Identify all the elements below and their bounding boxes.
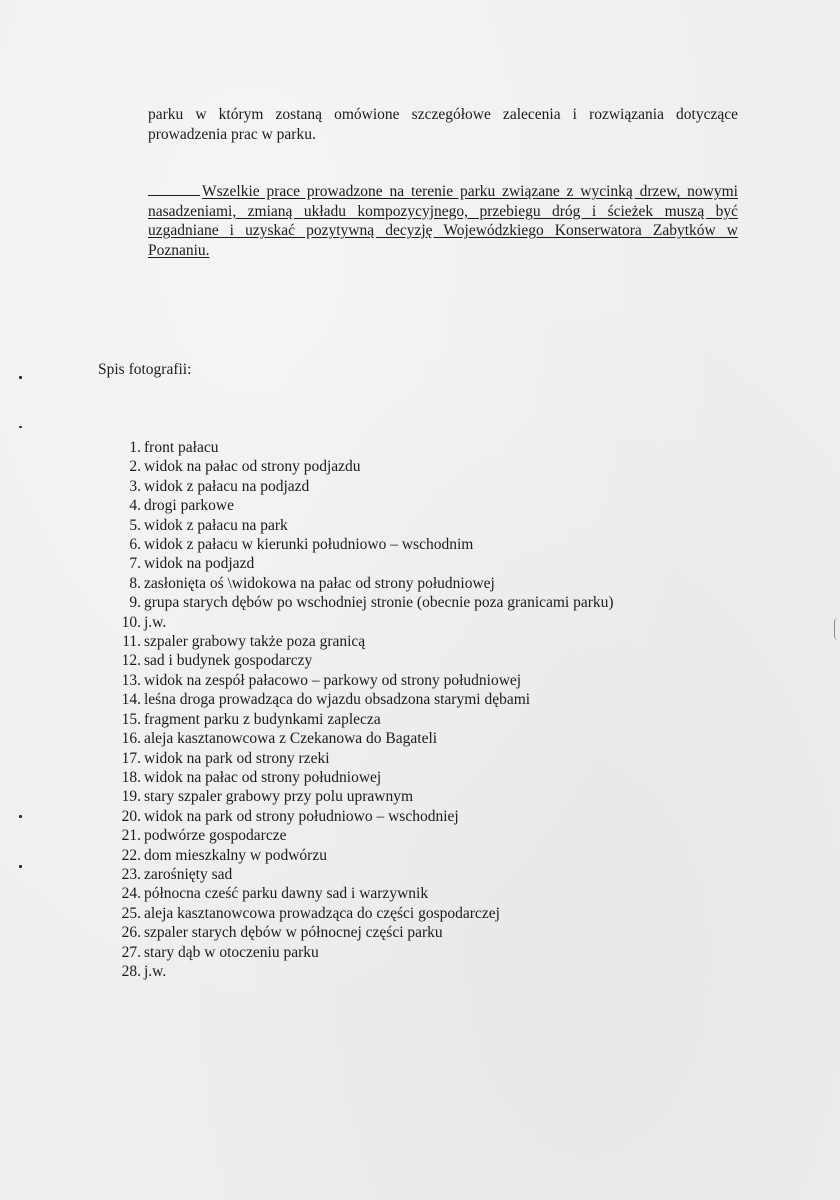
photo-list-item [104, 923, 614, 942]
photo-caption: grupa starych dębów po wschodniej stronie (obecnie poza granicami parku) [144, 594, 614, 612]
notice-paragraph [148, 182, 738, 260]
photo-list-item [104, 593, 614, 612]
photo-number: 3. [129, 477, 141, 495]
scan-dot [19, 815, 22, 818]
photo-list-item [104, 787, 614, 806]
photo-list-item [104, 846, 614, 865]
photo-number: 24. [121, 885, 141, 903]
photo-caption: drogi parkowe [144, 497, 234, 515]
photo-caption: podwórze gospodarcze [144, 827, 287, 845]
photo-number: 25. [121, 904, 141, 922]
photo-list-item [104, 826, 614, 845]
photo-caption: szpaler starych dębów w północnej części parku [144, 924, 443, 942]
photo-number: 9. [129, 594, 141, 612]
photo-list-item [104, 477, 614, 496]
photo-list-item [104, 768, 614, 787]
photo-number: 6. [129, 536, 141, 554]
photo-number: 8. [129, 574, 141, 592]
photo-list-item [104, 690, 614, 709]
photo-number: 4. [129, 497, 141, 515]
photo-list-item [104, 904, 614, 923]
photo-list-item [104, 865, 614, 884]
photo-caption: sad i budynek gospodarczy [144, 652, 313, 670]
photo-number: 14. [121, 691, 141, 709]
photo-number: 7. [129, 555, 141, 573]
photo-number: 5. [129, 516, 141, 534]
photo-list-item [104, 943, 614, 962]
photo-caption: widok z pałacu na park [144, 516, 288, 534]
photo-caption: fragment parku z budynkami zaplecza [144, 710, 381, 728]
photo-number: 22. [121, 846, 141, 864]
photo-caption: widok z pałacu na podjazd [144, 477, 310, 495]
photo-caption: j.w. [144, 962, 167, 980]
photo-list-item [104, 438, 614, 457]
photo-caption: aleja kasztanowcowa z Czekanowa do Bagateli [144, 730, 438, 748]
photo-number: 20. [121, 807, 141, 825]
photo-caption: północna cześć parku dawny sad i warzywnik [144, 885, 429, 903]
photo-list-item [104, 729, 614, 748]
photo-number: 18. [121, 768, 141, 786]
photo-list-item [104, 671, 614, 690]
photo-caption: widok na park od strony rzeki [144, 749, 330, 767]
indent-underline [148, 183, 200, 196]
photo-number: 17. [121, 749, 141, 767]
scan-dot [19, 376, 22, 379]
photo-number: 28. [121, 962, 141, 980]
photo-list-item [104, 516, 614, 535]
photo-number: 13. [121, 671, 141, 689]
photo-caption: widok z pałacu w kierunki południowo – wschodnim [144, 536, 474, 554]
photo-caption: j.w. [144, 613, 167, 631]
photo-caption: widok na zespół pałacowo – parkowy od strony południowej [144, 671, 522, 689]
photo-list-item [104, 632, 614, 651]
photo-number: 27. [121, 943, 141, 961]
photo-list-item [104, 613, 614, 632]
photo-caption: aleja kasztanowcowa prowadząca do części gospodarczej [144, 904, 500, 922]
photo-caption: zarośnięty sad [144, 865, 233, 883]
photo-number: 2. [129, 458, 141, 476]
photo-list-item [104, 574, 614, 593]
notice-text: Wszelkie prace prowadzone na terenie parku związane z wycinką drzew, nowymi nasadzeniami, zmianą układu kompozycyjnego, przebiegu dróg i ścieżek muszą być uzgadniane i uzyskać pozytywną decyzję Wojewódzkiego Konserwatora Zabytków w Poznaniu. [148, 183, 738, 259]
intro-paragraph: parku w którym zostaną omówione szczegółowe zalecenia i rozwiązania dotyczące prowadzenia prac w parku. [148, 106, 738, 143]
photo-caption: widok na podjazd [144, 555, 255, 573]
photo-list-item [104, 710, 614, 729]
photo-list-heading: Spis fotografii: [98, 361, 192, 378]
photo-list-item [104, 535, 614, 554]
photo-caption: front pałacu [144, 439, 219, 456]
photo-list-item [104, 884, 614, 903]
photo-caption: widok na pałac od strony południowej [144, 768, 382, 786]
photo-caption: stary dąb w otoczeniu parku [144, 943, 319, 961]
scan-dot [19, 865, 22, 868]
photo-caption: dom mieszkalny w podwórzu [144, 846, 327, 864]
photo-number: 1. [129, 439, 141, 456]
photo-number: 12. [121, 652, 141, 670]
photo-caption: stary szpaler grabowy przy polu uprawnym [144, 788, 414, 806]
scan-dot [19, 426, 22, 428]
photo-caption: leśna droga prowadząca do wjazdu obsadzona starymi dębami [144, 691, 531, 709]
photo-number: 16. [121, 730, 141, 748]
photo-list-item [104, 496, 614, 515]
photo-caption: zasłonięta oś \widokowa na pałac od strony południowej [144, 574, 495, 592]
photo-caption: widok na pałac od strony podjazdu [144, 458, 361, 476]
photo-number: 15. [121, 710, 141, 728]
photo-list-item [104, 651, 614, 670]
photo-list-item [104, 962, 614, 981]
photo-number: 19. [121, 788, 141, 806]
photo-caption: widok na park od strony południowo – wschodniej [144, 807, 459, 825]
photo-list-item [104, 749, 614, 768]
photo-number: 10. [121, 613, 141, 631]
photo-list-item [104, 457, 614, 476]
photo-list-item [104, 807, 614, 826]
photo-number: 26. [121, 924, 141, 942]
photo-number: 21. [121, 827, 141, 845]
photo-list-item [104, 554, 614, 573]
photo-number: 11. [122, 633, 141, 651]
scan-edge-mark [834, 618, 838, 640]
photo-number: 23. [121, 865, 141, 883]
photo-caption: szpaler grabowy także poza granicą [144, 633, 366, 651]
photo-list [104, 438, 614, 981]
